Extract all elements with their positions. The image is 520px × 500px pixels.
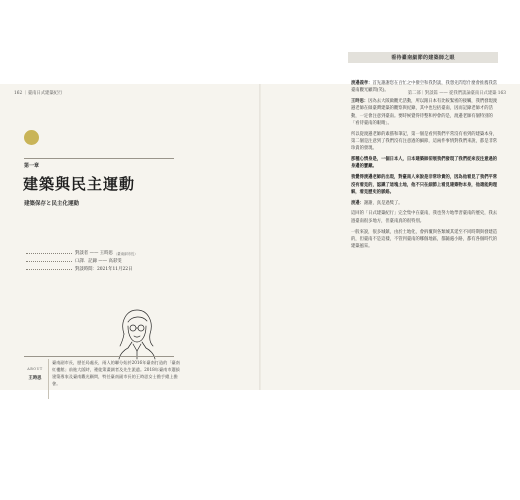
emphasis-paragraph xyxy=(351,156,501,171)
credit-role: 口譯．記錄 —— 高彩雯 xyxy=(75,259,122,264)
paragraph-text: 所以從渡邉老師的素描和筆記，第一個是看到我們平常沒有看到的建築本身，第二個是注意到了我們沒有注意過的細節，這兩件事情對我們來說，都是非常珍貴的發現。 xyxy=(351,131,498,152)
about-rule xyxy=(24,356,174,357)
right-running-head: 第二部｜對談篇 —— 從我們談論臺南日式建築 163 xyxy=(407,91,506,96)
credit-line xyxy=(26,257,166,265)
card-title-box xyxy=(348,52,498,63)
book-gutter xyxy=(259,84,261,390)
paragraph xyxy=(351,200,501,207)
paragraph-text: 這回的「日式建築紀行」完全集中在臺南，我也努力地學習臺南的歷史，我去過臺南很多地方，但臺南真的很特別。 xyxy=(351,211,498,224)
paragraph-text: 因為去大阪做觀光活動，所以跟日本有比較緊密的接觸，我們發現渡邉老師在做臺灣建築的觀察與紀錄，其中也包括臺南，因而記錄老師才的活動，一定會注意到臺南。要時候覺得待整和停會的是，渡邉老師有個特別的「看待臺南的眼睛」。 xyxy=(351,99,498,126)
chapter-accent-dot xyxy=(24,130,39,145)
paragraph-text: 首先謝謝您在百忙之中撥空和我對談，我想先問您什麼會推薦我當臺南觀光顧問(笑)。 xyxy=(351,81,498,94)
woman-portrait-icon xyxy=(114,304,160,360)
paragraph xyxy=(351,80,501,95)
paragraph xyxy=(351,229,501,251)
dotted-leader xyxy=(26,261,72,262)
paragraph xyxy=(351,98,501,127)
speaker-label: 王時思： xyxy=(351,99,369,105)
paragraph-text: 謝謝，真是過獎了。 xyxy=(363,200,403,206)
interview-body xyxy=(351,80,501,254)
paragraph-text: 一般來說，很多城鎮，由於土地化，會拆覆與各類城其延至不同時期與發建造的，但臺南不是這樣，不管到臺南的哪個地區，都隨處小路，都有各個時代的建築風采。 xyxy=(351,229,498,250)
paragraph xyxy=(351,131,501,153)
about-name: 王時思 xyxy=(28,376,42,381)
dotted-leader xyxy=(26,269,72,270)
dotted-leader xyxy=(26,253,72,254)
chapter-label: 第一章 xyxy=(24,163,40,169)
about-text: 臺南副市長，歷任局處長，兩人的聯分始於2016年臺南打造的「臺南紅樓館」前進大阪時，遷徙策畫調者及先生派遣。2018年臺南市選拔建築專家及臺南觀光顧問，特任臺南副市長的王時思女士擔手總上擔會。 xyxy=(52,360,180,386)
paragraph xyxy=(351,210,501,225)
credit-line xyxy=(26,265,166,273)
about-tag xyxy=(24,359,46,381)
about-label: ABOUT xyxy=(27,367,43,371)
left-running-head: 162 ｜臺南日式建築紀行 xyxy=(14,91,63,96)
credit-role: 對談者 —— 王時思 xyxy=(75,251,113,256)
chapter-rule xyxy=(24,158,174,159)
emphasis-paragraph xyxy=(351,174,501,196)
credit-role: 對談時間：2021年11月22日 xyxy=(75,267,133,272)
about-divider xyxy=(48,359,49,399)
credit-note: （臺南副市長） xyxy=(113,251,138,256)
credit-line xyxy=(26,249,166,257)
paragraph-text: 那種心情身是，一個日本人，日本建築師卻展我們發現了我們從來沒注意過的身邊的寶藏。 xyxy=(351,157,498,170)
paragraph-text: 我覺得渡邉老師的出現，對臺南人來說是非常珍貴的，因為他看見了我們平常沒有看見的，認識了這塊土地，他不只在細節上看見建築物本身，他還能夠理解，看見歷史的脈絡。 xyxy=(351,175,498,195)
chapter-subtitle: 建築保存と民主化運動 xyxy=(24,201,80,207)
speaker-label: 渡邉義孝： xyxy=(351,81,373,86)
credits-block xyxy=(26,249,166,273)
chapter-title: 建築與民主運動 xyxy=(23,175,136,193)
speaker-label: 渡邉： xyxy=(351,200,364,206)
card-title: 看待臺南細節的建築師之眼 xyxy=(391,55,455,61)
